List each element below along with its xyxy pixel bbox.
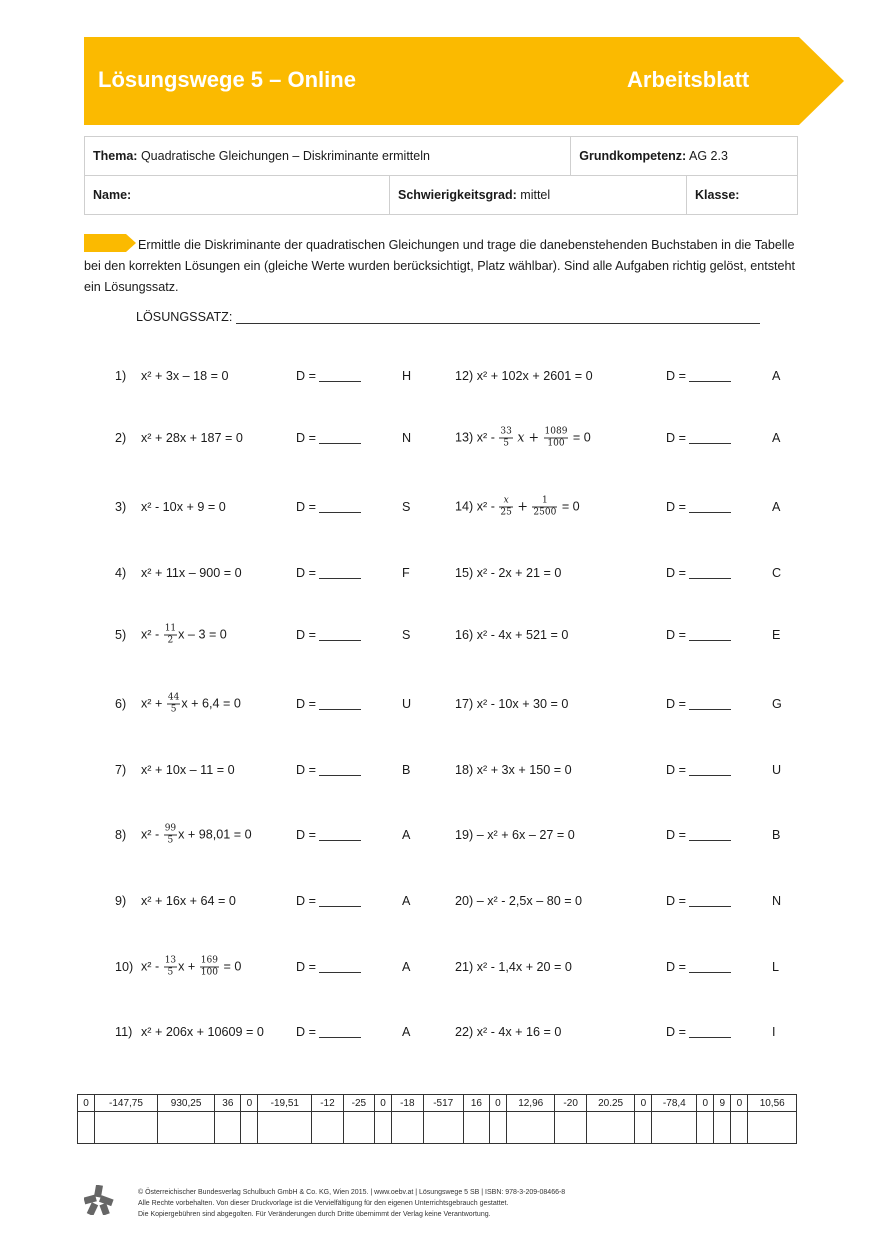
grundkompetenz-value: AG 2.3 bbox=[689, 149, 728, 163]
d-label: D = bbox=[666, 500, 686, 514]
answer-blank[interactable] bbox=[319, 960, 361, 973]
task-number: 12) bbox=[455, 369, 474, 383]
answer-value-cell: -19,51 bbox=[258, 1095, 312, 1112]
task-equation bbox=[455, 566, 561, 580]
discriminant-field[interactable] bbox=[666, 894, 731, 908]
answer-blank[interactable] bbox=[689, 828, 731, 841]
equation-part: x² - bbox=[141, 959, 160, 974]
answer-value-cell: 0 bbox=[697, 1095, 714, 1112]
task-letter: G bbox=[772, 697, 782, 711]
fraction bbox=[532, 496, 557, 519]
task-number: 18) bbox=[455, 763, 474, 777]
fraction bbox=[164, 624, 177, 647]
answer-value-cell: -517 bbox=[423, 1095, 463, 1112]
answer-blank[interactable] bbox=[319, 369, 361, 382]
equation-part: + bbox=[517, 498, 528, 514]
thema-label: Thema: bbox=[93, 149, 138, 163]
name-label: Name: bbox=[93, 188, 132, 202]
equation-part: x + 98,01 = 0 bbox=[178, 827, 252, 842]
task-equation bbox=[141, 500, 226, 514]
task-equation bbox=[141, 894, 236, 908]
answer-letter-cell[interactable] bbox=[392, 1112, 423, 1144]
answer-table bbox=[77, 1094, 797, 1144]
equation-text: x² + 16x + 64 = 0 bbox=[141, 894, 236, 908]
equation-text: x² - 2x + 21 = 0 bbox=[476, 566, 562, 580]
answer-blank[interactable] bbox=[689, 628, 731, 641]
task-equation bbox=[141, 624, 227, 647]
answer-value-cell: 930,25 bbox=[157, 1095, 214, 1112]
discriminant-field[interactable] bbox=[666, 828, 731, 842]
answer-letter-cell[interactable] bbox=[635, 1112, 652, 1144]
discriminant-field[interactable] bbox=[666, 763, 731, 777]
answer-value-cell: -78,4 bbox=[652, 1095, 697, 1112]
task-equation bbox=[141, 1025, 264, 1039]
answer-letter-cell[interactable] bbox=[312, 1112, 343, 1144]
equation-text: – x² - 2,5x – 80 = 0 bbox=[476, 894, 583, 908]
answer-value-cell: -12 bbox=[312, 1095, 343, 1112]
task-letter: U bbox=[402, 697, 412, 711]
d-label: D = bbox=[296, 431, 316, 445]
task-letter: A bbox=[402, 894, 411, 908]
task-number: 10) bbox=[115, 960, 134, 974]
equation-text: x² + 3x – 18 = 0 bbox=[141, 369, 229, 383]
equation-part: x + bbox=[178, 959, 196, 974]
solution-label: LÖSUNGSSATZ: bbox=[136, 310, 233, 324]
task-letter: A bbox=[772, 500, 781, 514]
answer-value-cell: -25 bbox=[343, 1095, 374, 1112]
equation-part: x² - bbox=[476, 499, 495, 514]
d-label: D = bbox=[296, 828, 316, 842]
equation-text: x² - 10x + 30 = 0 bbox=[476, 697, 569, 711]
d-label: D = bbox=[666, 369, 686, 383]
fraction-numerator: x bbox=[499, 496, 512, 508]
equation-part: = 0 bbox=[223, 959, 242, 974]
d-label: D = bbox=[666, 1025, 686, 1039]
footer-line-1: © Österreichischer Bundesverlag Schulbuch GmbH & Co. KG, Wien 2015. | www.oebv.at | Lösungswege 5 SB | ISBN: 978-3-209-08466-8 bbox=[138, 1189, 566, 1196]
answer-blank[interactable] bbox=[319, 431, 361, 444]
discriminant-field[interactable] bbox=[666, 500, 731, 514]
answer-value-cell: 0 bbox=[241, 1095, 258, 1112]
answer-value-cell: 12,96 bbox=[506, 1095, 554, 1112]
task-number: 2) bbox=[115, 431, 127, 445]
answer-blank[interactable] bbox=[319, 763, 361, 776]
task-letter: S bbox=[402, 628, 411, 642]
task-letter: H bbox=[402, 369, 412, 383]
task-number: 14) bbox=[455, 499, 474, 514]
info-table bbox=[84, 136, 798, 215]
answer-value-cell: 0 bbox=[635, 1095, 652, 1112]
doc-type: Arbeitsblatt bbox=[627, 67, 750, 92]
discriminant-field[interactable] bbox=[296, 566, 361, 580]
fraction-numerator: 1089 bbox=[544, 426, 568, 437]
task-letter: A bbox=[772, 369, 781, 383]
task-equation bbox=[141, 693, 241, 716]
task-row bbox=[0, 361, 890, 391]
schwierigkeit-value: mittel bbox=[520, 188, 551, 202]
header-banner bbox=[84, 37, 844, 125]
discriminant-field[interactable] bbox=[666, 431, 731, 445]
answer-blank[interactable] bbox=[319, 566, 361, 579]
task-equation bbox=[141, 431, 243, 445]
task-number: 16) bbox=[455, 628, 474, 642]
task-equation bbox=[141, 369, 229, 383]
task-number: 8) bbox=[115, 828, 127, 842]
instruction bbox=[84, 234, 804, 298]
discriminant-field[interactable] bbox=[296, 431, 361, 445]
equation-part: x + 6,4 = 0 bbox=[181, 696, 241, 711]
equation-text: x² + 102x + 2601 = 0 bbox=[476, 369, 593, 383]
d-label: D = bbox=[666, 628, 686, 642]
answer-letter-cell[interactable] bbox=[375, 1112, 392, 1144]
equation-part: x + bbox=[517, 429, 540, 445]
answer-letter-cell[interactable] bbox=[241, 1112, 258, 1144]
fraction bbox=[200, 956, 219, 979]
task-letter: S bbox=[402, 500, 411, 514]
task-row bbox=[0, 689, 890, 719]
discriminant-field[interactable] bbox=[666, 628, 731, 642]
d-label: D = bbox=[296, 369, 316, 383]
task-number: 5) bbox=[115, 628, 127, 642]
task-equation bbox=[455, 763, 572, 777]
answer-value-cell: 0 bbox=[375, 1095, 392, 1112]
task-number: 22) bbox=[455, 1025, 474, 1039]
fraction-denominator: 100 bbox=[200, 967, 218, 978]
discriminant-field[interactable] bbox=[666, 697, 731, 711]
task-equation bbox=[141, 824, 252, 847]
task-number: 9) bbox=[115, 894, 127, 908]
fraction-denominator: 5 bbox=[167, 967, 174, 978]
d-label: D = bbox=[296, 894, 316, 908]
d-label: D = bbox=[296, 500, 316, 514]
answer-blank[interactable] bbox=[689, 960, 731, 973]
arrow-marker-icon bbox=[84, 234, 136, 252]
equation-part: = 0 bbox=[572, 430, 591, 445]
discriminant-field[interactable] bbox=[296, 960, 361, 974]
fraction-denominator: 5 bbox=[170, 704, 177, 715]
task-equation bbox=[141, 763, 235, 777]
task-number: 3) bbox=[115, 500, 127, 514]
answer-blank[interactable] bbox=[689, 697, 731, 710]
discriminant-field[interactable] bbox=[666, 1025, 731, 1039]
answer-letter-cell[interactable] bbox=[506, 1112, 554, 1144]
answer-letter-cell[interactable] bbox=[555, 1112, 586, 1144]
d-label: D = bbox=[296, 1025, 316, 1039]
discriminant-field[interactable] bbox=[296, 500, 361, 514]
answer-letter-cell[interactable] bbox=[586, 1112, 634, 1144]
footer-line-2: Alle Rechte vorbehalten. Von dieser Druckvorlage ist die Vervielfältigung für den eigenen Unterrichtsgebrauch gestattet. bbox=[138, 1200, 509, 1207]
discriminant-field[interactable] bbox=[666, 369, 731, 383]
equation-text: x² + 28x + 187 = 0 bbox=[141, 431, 243, 445]
d-label: D = bbox=[296, 697, 316, 711]
answer-letter-cell[interactable] bbox=[215, 1112, 241, 1144]
d-label: D = bbox=[666, 697, 686, 711]
answer-blank[interactable] bbox=[689, 894, 731, 907]
task-letter: C bbox=[772, 566, 782, 580]
fraction-denominator: 2500 bbox=[533, 507, 557, 518]
task-row bbox=[0, 820, 890, 850]
task-letter: B bbox=[402, 763, 411, 777]
discriminant-field[interactable] bbox=[666, 566, 731, 580]
task-row bbox=[0, 1017, 890, 1047]
solution-line[interactable] bbox=[136, 309, 760, 324]
fraction bbox=[164, 956, 177, 979]
header-title: Lösungswege 5 – Online bbox=[98, 67, 356, 92]
answer-blank[interactable] bbox=[689, 763, 731, 776]
equation-text: – x² + 6x – 27 = 0 bbox=[476, 828, 575, 842]
d-label: D = bbox=[296, 628, 316, 642]
answer-letter-cell[interactable] bbox=[95, 1112, 158, 1144]
footer-line-3: Die Kopiergebühren sind abgegolten. Für Veränderungen durch Dritte übernimmt der Verlag keine Verantwortung. bbox=[138, 1211, 491, 1218]
task-equation bbox=[455, 697, 568, 711]
answer-letter-cell[interactable] bbox=[343, 1112, 374, 1144]
fraction bbox=[499, 427, 512, 450]
fraction-numerator: 169 bbox=[200, 955, 218, 966]
task-row bbox=[0, 492, 890, 522]
task-letter: A bbox=[402, 1025, 411, 1039]
fraction-denominator: 5 bbox=[503, 438, 509, 449]
task-equation bbox=[141, 956, 241, 979]
answer-value-cell: 10,56 bbox=[748, 1095, 797, 1112]
fraction-numerator: 11 bbox=[164, 623, 177, 634]
d-label: D = bbox=[666, 828, 686, 842]
publisher-logo-icon bbox=[84, 1185, 114, 1215]
d-label: D = bbox=[296, 960, 316, 974]
task-number: 1) bbox=[115, 369, 127, 383]
task-row bbox=[0, 886, 890, 916]
answer-letter-cell[interactable] bbox=[652, 1112, 697, 1144]
answer-value-cell: -18 bbox=[392, 1095, 423, 1112]
task-equation bbox=[455, 427, 591, 450]
task-letter: A bbox=[402, 828, 411, 842]
task-letter: A bbox=[772, 431, 781, 445]
d-label: D = bbox=[296, 566, 316, 580]
answer-blank[interactable] bbox=[689, 1025, 731, 1038]
name-cell[interactable] bbox=[85, 176, 390, 215]
thema-value: Quadratische Gleichungen – Diskriminante ermitteln bbox=[140, 149, 430, 163]
d-label: D = bbox=[666, 960, 686, 974]
answer-blank[interactable] bbox=[319, 500, 361, 513]
answer-letter-cell[interactable] bbox=[258, 1112, 312, 1144]
answer-value-cell: 0 bbox=[489, 1095, 506, 1112]
answer-value-cell: -147,75 bbox=[95, 1095, 158, 1112]
fraction-numerator: 99 bbox=[164, 823, 177, 834]
task-letter: N bbox=[772, 894, 782, 908]
fraction bbox=[499, 496, 512, 519]
answer-letter-cell[interactable] bbox=[714, 1112, 731, 1144]
task-number: 4) bbox=[115, 566, 127, 580]
task-row bbox=[0, 755, 890, 785]
fraction bbox=[544, 427, 569, 450]
equation-part: x² - bbox=[141, 627, 160, 642]
task-number: 19) bbox=[455, 828, 474, 842]
footer bbox=[138, 1187, 565, 1220]
fraction bbox=[167, 693, 180, 716]
solution-blank[interactable] bbox=[236, 309, 760, 324]
answer-value-cell: 9 bbox=[714, 1095, 731, 1112]
discriminant-field[interactable] bbox=[296, 369, 361, 383]
answer-value-cell: 16 bbox=[463, 1095, 489, 1112]
task-equation bbox=[455, 369, 593, 383]
d-label: D = bbox=[666, 566, 686, 580]
thema-cell bbox=[85, 137, 571, 176]
answer-letter-cell[interactable] bbox=[731, 1112, 748, 1144]
answer-letter-cell[interactable] bbox=[423, 1112, 463, 1144]
schwierigkeit-label: Schwierigkeitsgrad: bbox=[398, 188, 517, 202]
answer-blank[interactable] bbox=[319, 894, 361, 907]
equation-part: x² - bbox=[141, 827, 160, 842]
task-number: 15) bbox=[455, 566, 474, 580]
fraction-denominator: 5 bbox=[167, 835, 174, 846]
discriminant-field[interactable] bbox=[296, 763, 361, 777]
task-number: 6) bbox=[115, 697, 127, 711]
equation-text: x² + 206x + 10609 = 0 bbox=[141, 1025, 264, 1039]
task-letter: A bbox=[402, 960, 411, 974]
answer-letter-cell[interactable] bbox=[697, 1112, 714, 1144]
fraction-numerator: 13 bbox=[164, 955, 177, 966]
answer-blank[interactable] bbox=[689, 369, 731, 382]
discriminant-field[interactable] bbox=[296, 894, 361, 908]
d-label: D = bbox=[666, 894, 686, 908]
discriminant-field[interactable] bbox=[666, 960, 731, 974]
fraction-denominator: 100 bbox=[547, 438, 565, 449]
answer-value-cell: 0 bbox=[78, 1095, 95, 1112]
fraction-numerator: 44 bbox=[167, 692, 180, 703]
answer-value-cell: 36 bbox=[215, 1095, 241, 1112]
task-equation bbox=[455, 828, 575, 842]
equation-part: x – 3 = 0 bbox=[178, 627, 227, 642]
d-label: D = bbox=[666, 763, 686, 777]
answer-letter-cell[interactable] bbox=[157, 1112, 214, 1144]
answer-value-cell: 0 bbox=[731, 1095, 748, 1112]
answer-values-row bbox=[78, 1095, 797, 1112]
fraction-numerator: 1 bbox=[532, 496, 557, 508]
equation-text: x² - 4x + 16 = 0 bbox=[476, 1025, 562, 1039]
task-number: 20) bbox=[455, 894, 474, 908]
d-label: D = bbox=[296, 763, 316, 777]
answer-blank[interactable] bbox=[689, 500, 731, 513]
equation-text: x² - 10x + 9 = 0 bbox=[141, 500, 226, 514]
equation-text: x² + 10x – 11 = 0 bbox=[141, 763, 235, 777]
grundkompetenz-cell bbox=[571, 137, 798, 176]
task-equation bbox=[455, 1025, 561, 1039]
task-row bbox=[0, 620, 890, 650]
answer-letters-row bbox=[78, 1112, 797, 1144]
equation-part: = 0 bbox=[561, 499, 580, 514]
schwierigkeit-cell bbox=[390, 176, 687, 215]
answer-value-cell: -20 bbox=[555, 1095, 586, 1112]
equation-part: x² - bbox=[476, 430, 495, 445]
task-equation bbox=[455, 894, 582, 908]
discriminant-field[interactable] bbox=[296, 828, 361, 842]
equation-text: x² + 3x + 150 = 0 bbox=[476, 763, 572, 777]
answer-letter-cell[interactable] bbox=[489, 1112, 506, 1144]
fraction bbox=[164, 824, 177, 847]
task-letter: F bbox=[402, 566, 410, 580]
equation-text: x² + 11x – 900 = 0 bbox=[141, 566, 242, 580]
task-number: 21) bbox=[455, 960, 474, 974]
equation-text: x² - 4x + 521 = 0 bbox=[476, 628, 569, 642]
fraction-denominator: 25 bbox=[500, 507, 512, 518]
task-equation bbox=[455, 496, 580, 519]
task-letter: B bbox=[772, 828, 781, 842]
task-equation bbox=[455, 628, 568, 642]
fraction-numerator: 33 bbox=[500, 426, 512, 437]
task-row bbox=[0, 952, 890, 982]
task-equation bbox=[455, 960, 572, 974]
task-number: 13) bbox=[455, 430, 474, 445]
grundkompetenz-label: Grundkompetenz: bbox=[579, 149, 687, 163]
answer-value-cell: 20.25 bbox=[586, 1095, 634, 1112]
fraction-denominator: 2 bbox=[167, 635, 174, 646]
answer-blank[interactable] bbox=[319, 697, 361, 710]
equation-part: x² + bbox=[141, 696, 163, 711]
answer-blank[interactable] bbox=[689, 431, 731, 444]
answer-blank[interactable] bbox=[319, 1025, 361, 1038]
klasse-label: Klasse: bbox=[695, 188, 740, 202]
task-equation bbox=[141, 566, 242, 580]
task-letter: N bbox=[402, 431, 412, 445]
answer-letter-cell[interactable] bbox=[463, 1112, 489, 1144]
instruction-text: Ermittle die Diskriminante der quadratischen Gleichungen und trage die danebenstehenden Buchstaben in die Tabelle bei den korrekten Lösungen ein (gleiche Werte wurden berücksichtigt, Platz wählbar). Sind alle Aufgaben richtig gelöst, entsteht ein Lösungssatz. bbox=[84, 238, 796, 294]
answer-letter-cell[interactable] bbox=[748, 1112, 797, 1144]
answer-blank[interactable] bbox=[319, 828, 361, 841]
task-number: 11) bbox=[115, 1025, 133, 1039]
klasse-cell[interactable] bbox=[687, 176, 798, 215]
task-row bbox=[0, 423, 890, 453]
answer-blank[interactable] bbox=[319, 628, 361, 641]
task-letter: E bbox=[772, 628, 781, 642]
answer-blank[interactable] bbox=[689, 566, 731, 579]
d-label: D = bbox=[666, 431, 686, 445]
task-letter: L bbox=[772, 960, 780, 974]
discriminant-field[interactable] bbox=[296, 1025, 361, 1039]
task-row bbox=[0, 558, 890, 588]
task-number: 7) bbox=[115, 763, 127, 777]
discriminant-field[interactable] bbox=[296, 628, 361, 642]
task-letter: I bbox=[772, 1025, 776, 1039]
task-letter: U bbox=[772, 763, 782, 777]
task-number: 17) bbox=[455, 697, 474, 711]
equation-text: x² - 1,4x + 20 = 0 bbox=[476, 960, 572, 974]
discriminant-field[interactable] bbox=[296, 697, 361, 711]
answer-letter-cell[interactable] bbox=[78, 1112, 95, 1144]
